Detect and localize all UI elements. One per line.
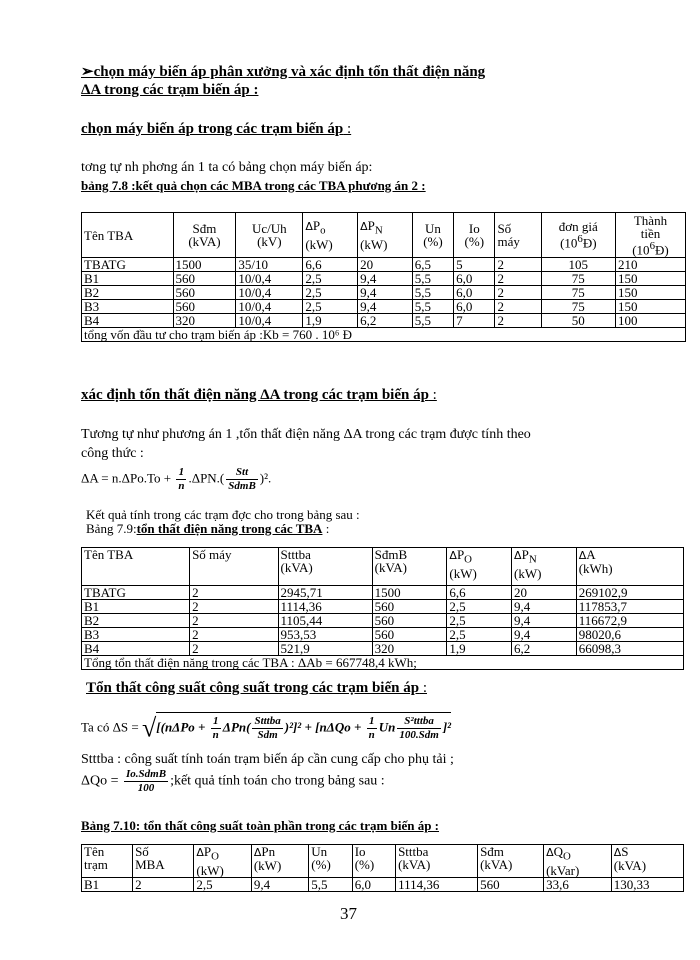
table-7-9 — [81, 547, 684, 670]
col-header: $\Delta P_O$ (kW) — [447, 548, 512, 586]
table-header-row — [82, 845, 684, 878]
page-number: 37 — [340, 904, 357, 923]
cell: 9,4 — [358, 272, 413, 286]
cell: B2 — [82, 286, 174, 300]
cell: 521,9 — [278, 642, 372, 656]
cell: 10/0,4 — [236, 286, 303, 300]
table-total-row — [82, 656, 684, 670]
col-header: $\Delta P_N$ (kW) — [358, 213, 413, 258]
cell: B2 — [82, 614, 190, 628]
formula-qo: ΔQo = $\frac{\text{Io.SdmB}}{100}$ ;kết quả tính toán cho trong bảng sau : — [81, 768, 385, 794]
cell: 98020,6 — [576, 628, 683, 642]
cell: B3 — [82, 300, 174, 314]
table-row — [82, 614, 684, 628]
cell: 2,5 — [194, 877, 251, 891]
cell: 2 — [133, 877, 194, 891]
col-header: Sđm (kVA) — [173, 213, 236, 258]
cell: 6,0 — [454, 272, 495, 286]
table-row — [82, 272, 686, 286]
table-header-row — [82, 213, 686, 258]
cell: 105 — [541, 258, 615, 272]
cell: 50 — [541, 314, 615, 328]
col-header: Io (%) — [454, 213, 495, 258]
col-header: Tên trạm — [82, 845, 133, 878]
cell: 2,5 — [303, 286, 358, 300]
cell: 269102,9 — [576, 586, 683, 600]
table-row — [82, 877, 684, 891]
cell: 1105,44 — [278, 614, 372, 628]
cell: 1,9 — [303, 314, 358, 328]
cell: 2 — [495, 314, 541, 328]
cell: 6,6 — [303, 258, 358, 272]
subheading-power-loss: Tổn thất công suất công suất trong các trạm biến áp : — [86, 680, 427, 696]
table-7-10 — [81, 844, 684, 892]
sqrt-icon: √ — [142, 713, 157, 743]
cell: 9,4 — [512, 614, 577, 628]
cell: 1500 — [372, 586, 447, 600]
col-header: SđmB (kVA) — [372, 548, 447, 586]
paragraph-energy-loss-cont: công thức : — [81, 446, 144, 461]
formula-energy-loss: ΔA = n.ΔPo.To + $\frac{1}{n}$ .ΔPN.( $\frac{\text{Stt}}{\text{SdmB}}$ )². — [81, 466, 272, 492]
cell: 2 — [190, 586, 278, 600]
cell: 75 — [541, 300, 615, 314]
section-heading-line2: ΔA trong các trạm biến áp : — [81, 82, 259, 98]
cell: TBATG — [82, 586, 190, 600]
cell: 2 — [190, 628, 278, 642]
cell: 1,9 — [447, 642, 512, 656]
table-row — [82, 314, 686, 328]
col-header: Tên TBA — [82, 213, 174, 258]
col-header: $\Delta P_O$ (kW) — [194, 845, 251, 878]
cell: TBATG — [82, 258, 174, 272]
cell: 320 — [173, 314, 236, 328]
cell: 20 — [358, 258, 413, 272]
paragraph-energy-loss: Tương tự như phương án 1 ,tổn thất điện năng ΔA trong các trạm được tính theo — [81, 427, 531, 442]
col-header: Số MBA — [133, 845, 194, 878]
col-header: ΔPn (kW) — [251, 845, 308, 878]
cell: 150 — [615, 272, 685, 286]
cell: B1 — [82, 272, 174, 286]
col-header: $\Delta P_o$ (kW) — [303, 213, 358, 258]
col-header: Stttba (kVA) — [396, 845, 478, 878]
cell: 20 — [512, 586, 577, 600]
cell: 150 — [615, 286, 685, 300]
cell: 130,33 — [611, 877, 683, 891]
col-header: ΔS (kVA) — [611, 845, 683, 878]
cell: 6,5 — [412, 258, 453, 272]
cell: 6,0 — [352, 877, 395, 891]
cell: 5,5 — [412, 300, 453, 314]
cell: 2,5 — [447, 628, 512, 642]
table-row — [82, 642, 684, 656]
cell: 75 — [541, 272, 615, 286]
cell: 5,5 — [412, 286, 453, 300]
cell: 6,6 — [447, 586, 512, 600]
cell: 2 — [495, 300, 541, 314]
cell: 2 — [495, 258, 541, 272]
cell: 2 — [190, 642, 278, 656]
cell: 560 — [478, 877, 544, 891]
cell: 6,0 — [454, 286, 495, 300]
cell: 66098,3 — [576, 642, 683, 656]
table-row — [82, 600, 684, 614]
cell: 7 — [454, 314, 495, 328]
table78-caption: bảng 7.8 :kết quả chọn các MBA trong các TBA phương án 2 : — [81, 178, 426, 193]
cell: Tổng tổn thất điện năng trong các TBA : ΔAb = 667748,4 kWh; — [82, 656, 684, 670]
table-row — [82, 286, 686, 300]
cell: 5,5 — [412, 272, 453, 286]
cell: 210 — [615, 258, 685, 272]
cell: 10/0,4 — [236, 272, 303, 286]
cell: 9,4 — [251, 877, 308, 891]
intro-text: tơng tự nh phơng án 1 ta có bảng chọn máy biến áp: — [81, 160, 373, 175]
cell: 560 — [372, 614, 447, 628]
cell: 6,2 — [358, 314, 413, 328]
cell: 560 — [173, 300, 236, 314]
cell: 9,4 — [358, 286, 413, 300]
col-header: Sđm (kVA) — [478, 845, 544, 878]
col-header: Stttba (kVA) — [278, 548, 372, 586]
cell: 2 — [495, 286, 541, 300]
cell: 10/0,4 — [236, 300, 303, 314]
cell: 953,53 — [278, 628, 372, 642]
cell: 6,0 — [454, 300, 495, 314]
table-header-row — [82, 548, 684, 586]
table-total-row — [82, 328, 686, 342]
section-heading-transformer-selection: ➢chọn máy biến áp phân xưởng và xác định tổn thất điện năng — [81, 64, 486, 80]
cell: 75 — [541, 286, 615, 300]
arrow-bullet-icon: ➢ — [81, 64, 94, 80]
cell: 5 — [454, 258, 495, 272]
table-row — [82, 258, 686, 272]
cell: 560 — [173, 286, 236, 300]
col-header: Io (%) — [352, 845, 395, 878]
cell: B1 — [82, 600, 190, 614]
col-header: ΔA (kWh) — [576, 548, 683, 586]
paragraph-stttba: Stttba : công suất tính toán trạm biến áp cần cung cấp cho phụ tải ; — [81, 752, 454, 767]
table-row — [82, 628, 684, 642]
table-row — [82, 586, 684, 600]
cell: tổng vốn đầu tư cho trạm biến áp :Kb = 760 . 10⁶ Đ — [82, 328, 686, 342]
subheading-transformer-selection: chọn máy biến áp trong các trạm biến áp : — [81, 121, 352, 137]
cell: 2 — [190, 600, 278, 614]
cell: 9,4 — [358, 300, 413, 314]
col-header: Un (%) — [309, 845, 352, 878]
col-header: Uc/Uh (kV) — [236, 213, 303, 258]
table79-caption: Bảng 7.9:tổn thất điện năng trong các TBA : — [86, 521, 330, 536]
formula-power-loss: Ta có ΔS = √[(nΔPo + $\frac{1}{n}$ ΔPn( $\frac{\text{Stttba}}{\text{Sdm}}$ )²]² + [nΔQo + $\frac{1}{n}$ Un $\frac{\text{S²tttba}}{\text{100.Sdm}}$ ]² — [81, 713, 452, 743]
table-row — [82, 300, 686, 314]
cell: 2,5 — [303, 300, 358, 314]
cell: B3 — [82, 628, 190, 642]
cell: 117853,7 — [576, 600, 683, 614]
cell: 560 — [173, 272, 236, 286]
col-header: $\Delta P_N$ (kW) — [512, 548, 577, 586]
cell: 5,5 — [309, 877, 352, 891]
cell: 320 — [372, 642, 447, 656]
col-header: Số máy — [190, 548, 278, 586]
cell: 9,4 — [512, 628, 577, 642]
cell: 1114,36 — [396, 877, 478, 891]
cell: 2945,71 — [278, 586, 372, 600]
cell: 560 — [372, 600, 447, 614]
cell: B4 — [82, 642, 190, 656]
table710-caption: Bảng 7.10: tổn thất công suất toàn phần trong các trạm biến áp : — [81, 818, 440, 833]
cell: 2 — [495, 272, 541, 286]
paragraph-results: Kết quả tính trong các trạm đợc cho trong bảng sau : — [86, 507, 360, 522]
cell: 2,5 — [303, 272, 358, 286]
table-7-8 — [81, 212, 686, 342]
cell: B1 — [82, 877, 133, 891]
cell: 2,5 — [447, 600, 512, 614]
cell: 10/0,4 — [236, 314, 303, 328]
cell: 116672,9 — [576, 614, 683, 628]
col-header: Thành tiền $(10^6Đ)$ — [615, 213, 685, 258]
col-header: Số máy — [495, 213, 541, 258]
col-header: Tên TBA — [82, 548, 190, 586]
col-header: $\Delta Q_O$ (kVar) — [544, 845, 612, 878]
cell: 150 — [615, 300, 685, 314]
cell: 6,2 — [512, 642, 577, 656]
cell: 1114,36 — [278, 600, 372, 614]
col-header: đơn giá $(10^6Đ)$ — [541, 213, 615, 258]
subheading-energy-loss: xác định tổn thất điện năng ΔA trong các trạm biến áp : — [81, 387, 437, 403]
cell: 33,6 — [544, 877, 612, 891]
col-header: Un (%) — [412, 213, 453, 258]
cell: 2,5 — [447, 614, 512, 628]
cell: 1500 — [173, 258, 236, 272]
cell: 2 — [190, 614, 278, 628]
cell: 5,5 — [412, 314, 453, 328]
cell: 560 — [372, 628, 447, 642]
cell: 9,4 — [512, 600, 577, 614]
cell: 100 — [615, 314, 685, 328]
cell: B4 — [82, 314, 174, 328]
cell: 35/10 — [236, 258, 303, 272]
